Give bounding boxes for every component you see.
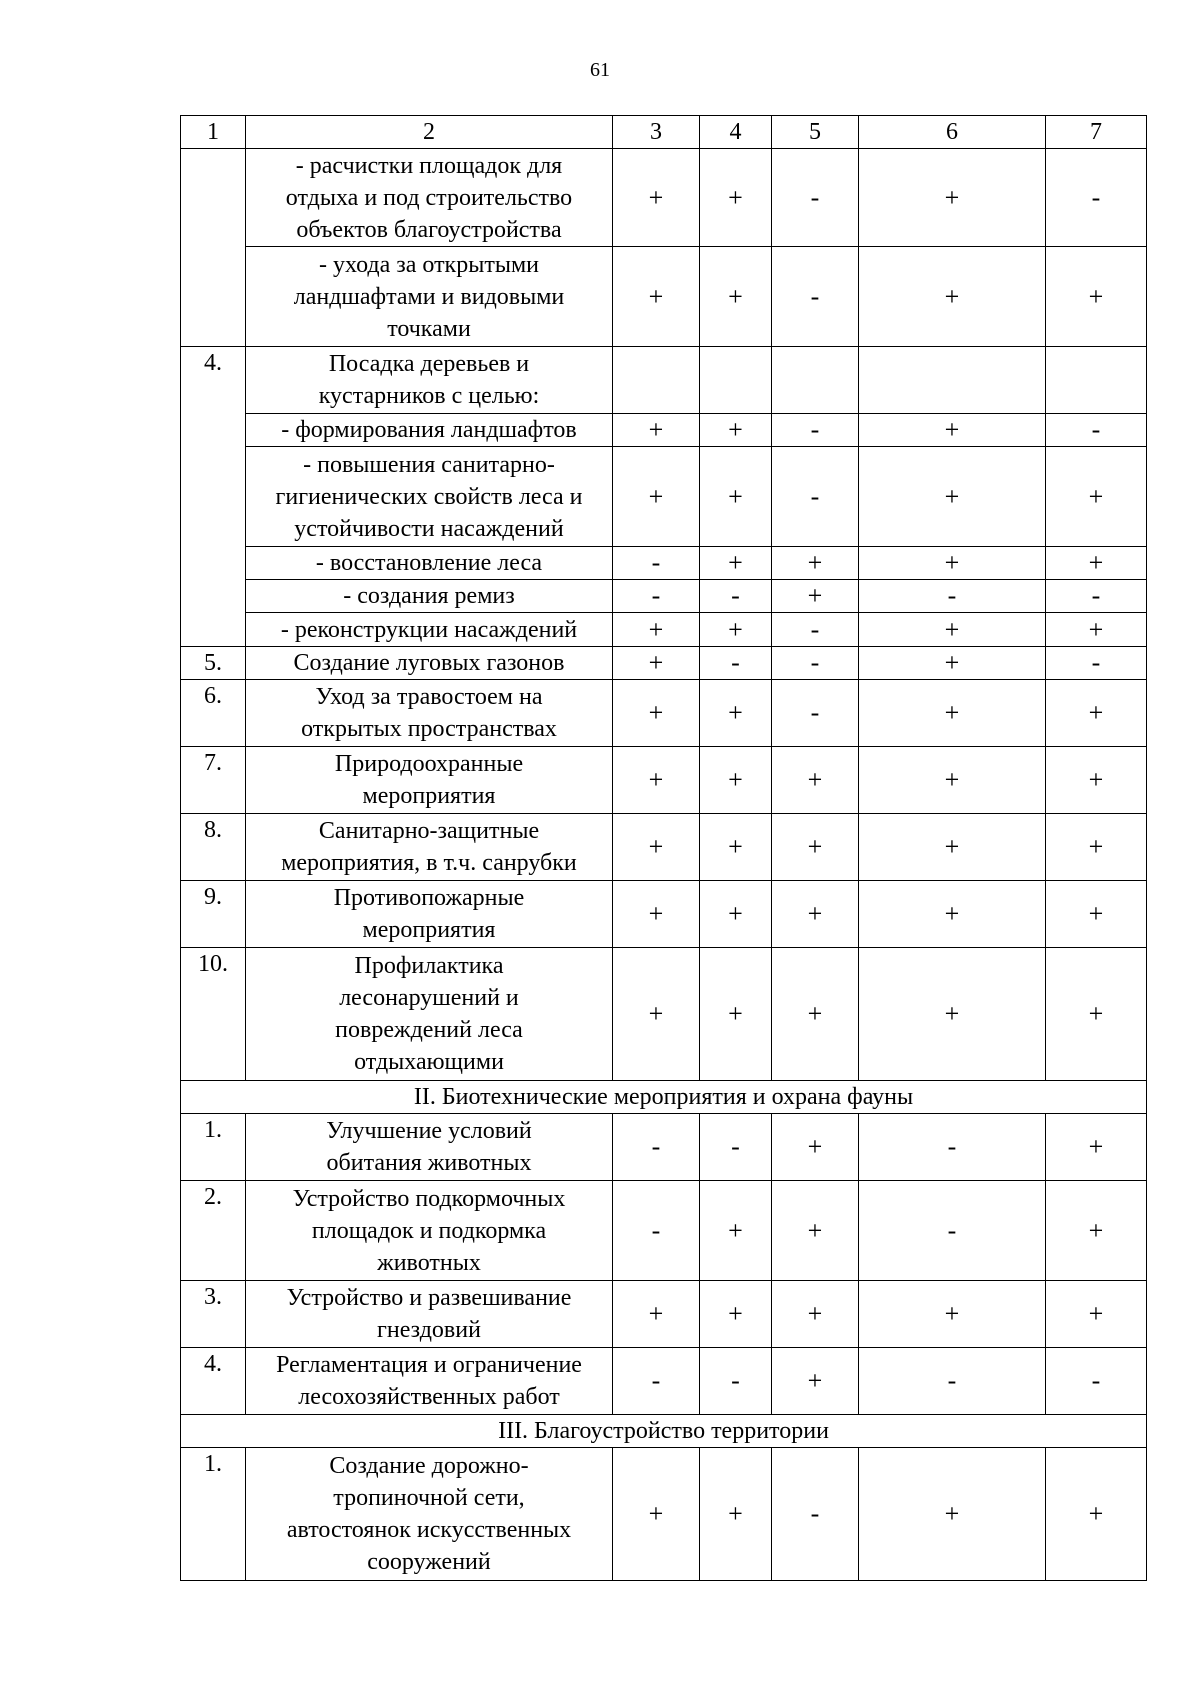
mark-cell-col-3: - [613,580,700,613]
section-title: II. Биотехнические мероприятия и охрана фауны [181,1081,1147,1114]
mark-cell-col-3: - [613,1114,700,1181]
mark-cell-col-3: + [613,647,700,680]
measure-text: - создания ремиз [343,583,515,609]
table-row [181,1181,1147,1281]
measure-text: - реконструкции насаждений [280,616,578,643]
measure-text: Противопожарные мероприятия [333,885,525,943]
mark-cell-col-3: + [613,680,700,747]
measure-name [246,547,613,580]
measure-name [246,647,613,680]
table-row [181,747,1147,814]
row-number: 1. [181,1114,246,1181]
table-row [181,149,1147,247]
mark-cell-col-4: + [700,1281,772,1348]
mark-cell-col-5: - [772,680,859,747]
mark-cell-col-6: - [859,580,1046,613]
row-number [181,149,246,347]
table-row [181,680,1147,747]
section-row [181,1415,1147,1448]
mark-cell-col-7: + [1046,747,1147,814]
row-number: 4. [181,1348,246,1415]
mark-cell-col-3: + [613,881,700,948]
mark-cell-col-5: + [772,948,859,1081]
row-number: 7. [181,747,246,814]
measure-name [246,1114,613,1181]
header-cell: 5 [772,116,859,149]
mark-cell-col-7: + [1046,1181,1147,1281]
measure-name [246,814,613,881]
measure-name [246,747,613,814]
measure-text: - расчистки площадок для отдыха и под строительство объектов благоустройства [285,152,573,243]
row-number: 1. [181,1448,246,1581]
table-row [181,580,1147,613]
mark-cell-col-3: + [613,948,700,1081]
measure-name [246,580,613,613]
mark-cell-col-5: + [772,580,859,613]
mark-cell-col-7: + [1046,247,1147,347]
measure-name [246,1181,613,1281]
header-cell: 7 [1046,116,1147,149]
table-row [181,1348,1147,1415]
table-row [181,1281,1147,1348]
measure-name [246,149,613,247]
row-number: 3. [181,1281,246,1348]
mark-cell-col-5: + [772,1114,859,1181]
mark-cell-col-4: - [700,647,772,680]
mark-cell-col-7: - [1046,149,1147,247]
mark-cell-col-5: - [772,647,859,680]
mark-cell-col-6: + [859,447,1046,547]
mark-cell-col-3: - [613,547,700,580]
mark-cell-col-7 [1046,347,1147,414]
measure-name [246,1281,613,1348]
mark-cell-col-6: + [859,247,1046,347]
measure-text: - формирования ландшафтов [281,417,577,443]
mark-cell-col-4: + [700,547,772,580]
header-cell: 2 [246,116,613,149]
mark-cell-col-7: + [1046,881,1147,948]
mark-cell-col-3: + [613,247,700,347]
measure-name [246,1448,613,1581]
row-number: 6. [181,680,246,747]
mark-cell-col-3: + [613,414,700,447]
mark-cell-col-5: - [772,247,859,347]
mark-cell-col-6: + [859,814,1046,881]
mark-cell-col-6: - [859,1114,1046,1181]
row-number: 4. [181,347,246,647]
mark-cell-col-7: + [1046,547,1147,580]
measure-name [246,247,613,347]
mark-cell-col-7: + [1046,1281,1147,1348]
measure-text: Посадка деревьев и кустарников с целью: [318,351,540,409]
mark-cell-col-5: + [772,1281,859,1348]
mark-cell-col-7: + [1046,948,1147,1081]
measure-text: - восстановление леса [315,550,543,576]
mark-cell-col-4: + [700,1181,772,1281]
table-row [181,814,1147,881]
measure-name [246,1348,613,1415]
mark-cell-col-5: + [772,1348,859,1415]
mark-cell-col-3: + [613,1448,700,1581]
mark-cell-col-4: - [700,1348,772,1415]
mark-cell-col-5: + [772,747,859,814]
measure-name [246,447,613,547]
measure-text: Устройство подкормочных площадок и подкормка животных [292,1185,566,1276]
mark-cell-col-7: + [1046,447,1147,547]
mark-cell-col-6 [859,347,1046,414]
table-row [181,247,1147,347]
mark-cell-col-6: + [859,881,1046,948]
mark-cell-col-6: + [859,747,1046,814]
mark-cell-col-3: + [613,1281,700,1348]
mark-cell-col-4: + [700,414,772,447]
mark-cell-col-5: - [772,414,859,447]
row-number: 9. [181,881,246,948]
mark-cell-col-3: + [613,613,700,647]
mark-cell-col-3: + [613,149,700,247]
mark-cell-col-6: + [859,613,1046,647]
measure-name [246,414,613,447]
mark-cell-col-7: - [1046,1348,1147,1415]
mark-cell-col-6: + [859,547,1046,580]
measure-text: Улучшение условий обитания животных [326,1118,532,1176]
measure-text: Создание дорожно- тропиночной сети, автостоянок искусственных сооружений [286,1453,572,1575]
table-row [181,447,1147,547]
mark-cell-col-6: + [859,680,1046,747]
table-row [181,948,1147,1081]
mark-cell-col-7: - [1046,414,1147,447]
table-row [181,881,1147,948]
mark-cell-col-4: + [700,149,772,247]
measure-text: Регламентация и ограничение лесохозяйственных работ [276,1352,582,1410]
mark-cell-col-4: - [700,1114,772,1181]
header-cell: 3 [613,116,700,149]
mark-cell-col-5: - [772,613,859,647]
mark-cell-col-4: + [700,1448,772,1581]
table-row [181,547,1147,580]
mark-cell-col-5: + [772,1181,859,1281]
measure-name [246,347,613,414]
mark-cell-col-6: + [859,1281,1046,1348]
mark-cell-col-6: - [859,1181,1046,1281]
table-row [181,414,1147,447]
mark-cell-col-7: + [1046,613,1147,647]
row-number: 5. [181,647,246,680]
measure-name [246,881,613,948]
measure-text: Природоохранные мероприятия [334,751,524,809]
mark-cell-col-4: + [700,747,772,814]
table-row [181,347,1147,414]
mark-cell-col-7: + [1046,814,1147,881]
table-row [181,613,1147,647]
mark-cell-col-5: - [772,149,859,247]
mark-cell-col-6: + [859,647,1046,680]
header-row [181,116,1147,149]
mark-cell-col-3: + [613,747,700,814]
mark-cell-col-7: + [1046,680,1147,747]
mark-cell-col-6: + [859,1448,1046,1581]
table-body [181,149,1147,1581]
mark-cell-col-3: - [613,1348,700,1415]
header-cell: 4 [700,116,772,149]
measure-text: Уход за травостоем на открытых пространствах [301,684,557,742]
mark-cell-col-3: + [613,814,700,881]
mark-cell-col-4: + [700,881,772,948]
measures-table [180,115,1147,1581]
section-title: III. Благоустройство территории [181,1415,1147,1448]
mark-cell-col-6: + [859,948,1046,1081]
measure-text: - повышения санитарно- гигиенических свойств леса и устойчивости насаждений [275,451,583,542]
section-row [181,1081,1147,1114]
mark-cell-col-5: + [772,881,859,948]
measure-name [246,613,613,647]
mark-cell-col-7: + [1046,1448,1147,1581]
mark-cell-col-6: + [859,149,1046,247]
mark-cell-col-5: + [772,547,859,580]
measure-name [246,680,613,747]
measure-text: Создание луговых газонов [293,650,565,676]
header-cell: 1 [181,116,246,149]
mark-cell-col-5: + [772,814,859,881]
mark-cell-col-4: + [700,447,772,547]
mark-cell-col-5: - [772,447,859,547]
header-cell: 6 [859,116,1046,149]
measure-text: Устройство и развешивание гнездовий [286,1285,572,1343]
mark-cell-col-6: - [859,1348,1046,1415]
mark-cell-col-6: + [859,414,1046,447]
mark-cell-col-7: + [1046,1114,1147,1181]
table-row [181,647,1147,680]
mark-cell-col-4: + [700,814,772,881]
row-number: 10. [181,948,246,1081]
mark-cell-col-3: - [613,1181,700,1281]
table-row [181,1448,1147,1581]
measure-text: - ухода за открытыми ландшафтами и видовыми точками [293,251,565,342]
mark-cell-col-5: - [772,1448,859,1581]
mark-cell-col-4: + [700,247,772,347]
mark-cell-col-3: + [613,447,700,547]
row-number: 8. [181,814,246,881]
mark-cell-col-4: + [700,948,772,1081]
mark-cell-col-7: - [1046,647,1147,680]
mark-cell-col-5 [772,347,859,414]
measure-name [246,948,613,1081]
row-number: 2. [181,1181,246,1281]
mark-cell-col-4 [700,347,772,414]
mark-cell-col-4: + [700,680,772,747]
mark-cell-col-4: + [700,613,772,647]
mark-cell-col-7: - [1046,580,1147,613]
table-row [181,1114,1147,1181]
measure-text: Санитарно-защитные мероприятия, в т.ч. санрубки [281,818,577,876]
measure-text: Профилактика лесонарушений и повреждений леса отдыхающими [335,953,523,1075]
mark-cell-col-4: - [700,580,772,613]
mark-cell-col-3 [613,347,700,414]
page-number: 61 [590,59,610,81]
